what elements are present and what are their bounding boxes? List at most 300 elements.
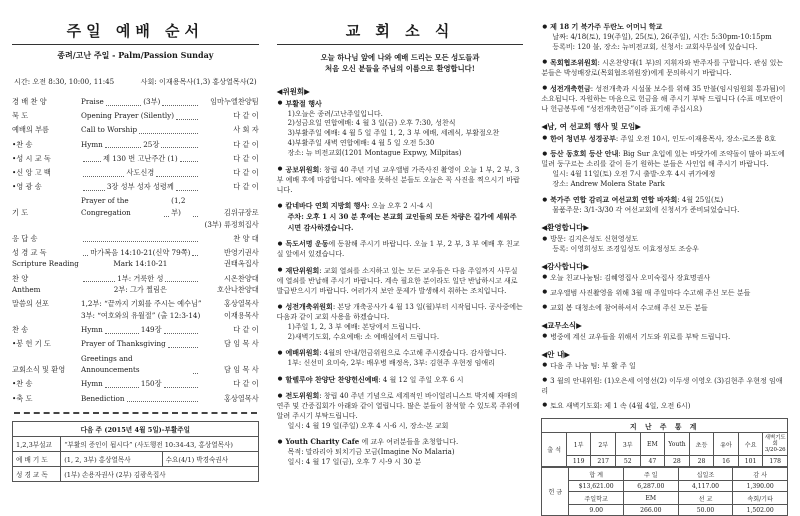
worship-label: 예배의 부름 <box>12 125 50 135</box>
worship-detail <box>78 258 203 270</box>
worship-leader: (3부) 류정희집사 <box>204 219 259 229</box>
worship-label: 성 경 교 독 <box>12 247 47 257</box>
worship-text: Prayer of the Congregation <box>81 196 131 217</box>
worship-line <box>12 310 259 322</box>
worship-item <box>12 393 259 405</box>
worship-leader: 홍상열목사 <box>223 393 259 403</box>
church-news-sections <box>277 86 524 469</box>
announcement-body: 교회 봄 대청소에 참여하셔서 수고해 주신 모든 분들 <box>550 303 708 312</box>
worship-text: Opening Prayer (Silently) <box>81 111 175 121</box>
bullet-icon: ● <box>277 100 283 107</box>
announcement-title: 예배위원회 <box>285 348 320 358</box>
worship-detail <box>78 167 203 179</box>
worship-line <box>12 338 259 350</box>
offering-value: 4,117.00 <box>678 481 733 492</box>
worship-text: 사도신경 <box>126 167 155 177</box>
attendance-col-header-line: 새벽기도회 <box>764 434 786 448</box>
service-info <box>14 77 257 87</box>
bullet-icon: ● <box>542 59 548 66</box>
worship-line <box>12 273 259 285</box>
worship-line <box>12 139 259 151</box>
announcement-item <box>541 134 788 145</box>
announcement-subline: 일시: 4월 11일(토) 오전 7시 출발-오후 4시 귀가예정 <box>552 170 716 179</box>
announcement-text <box>277 201 524 212</box>
worship-label: Anthem <box>12 285 41 295</box>
worship-text: (3부) <box>143 97 161 106</box>
announcement-text <box>277 375 524 386</box>
announcement-subline: 4)부활주일 새벽 연합예배: 4 월 5 일 오전 5:30 <box>287 139 435 148</box>
worship-label <box>12 310 78 322</box>
worship-leader: 다 같 이 <box>233 139 259 149</box>
worship-detail <box>78 96 203 108</box>
offering-value: $13,621.00 <box>569 481 624 492</box>
worship-text: 3장 성부 성자 성령께 <box>106 182 174 192</box>
section-heading: ◀안 내▶ <box>541 349 570 359</box>
dotted-leader <box>83 255 88 256</box>
attendance-table <box>541 418 788 467</box>
announcement-text <box>541 333 788 343</box>
announcement-item <box>541 362 788 372</box>
announcement-text <box>277 99 524 110</box>
section-heading: ◀환영합니다▶ <box>541 223 590 233</box>
bullet-icon: ● <box>277 392 283 399</box>
bullet-icon: ● <box>277 349 283 356</box>
worship-label: 기 도 <box>12 207 29 217</box>
dotted-leader <box>83 190 105 191</box>
worship-text: Greetings and Announcements <box>81 353 140 375</box>
next-week-table <box>12 421 259 482</box>
sunday-name: 종려/고난 주일 - Palm/Passion Sunday <box>57 50 214 60</box>
worship-text: Benediction <box>81 393 125 403</box>
worship-item <box>12 324 259 336</box>
announcement-title: 등산 동호회 등산 안내 <box>550 149 619 159</box>
worship-line <box>12 153 259 165</box>
worship-detail <box>78 310 203 322</box>
announcement-title: 공보위원회 <box>285 164 320 174</box>
bullet-icon: ● <box>277 202 283 209</box>
announcement-title: 제 18 기 북가주 두란노 어머니 학교 <box>550 22 663 31</box>
announcement-subline: 장소: Andrew Molera State Park <box>552 180 665 189</box>
worship-item <box>12 273 259 296</box>
attendance-col-header-line: 3/20-26 <box>764 447 786 454</box>
offering-value: 9.00 <box>569 505 624 516</box>
worship-detail <box>78 393 203 405</box>
section-heading: ◀교무소식▶ <box>541 320 582 330</box>
announcement-item <box>541 235 788 255</box>
announcement-body: 3 월의 안내위원: (1)오은세 이영선(2) 이두생 이영오 (3)김현주 우현정 임애리 <box>541 376 783 395</box>
worship-line <box>12 353 259 376</box>
attendance-col-header <box>763 433 788 456</box>
announcement-text <box>277 348 524 359</box>
worship-label: •봉 헌 기 도 <box>12 339 51 349</box>
offering-col-header: EM <box>624 492 679 505</box>
offering-value: 6,287.00 <box>624 481 679 492</box>
announcement-item <box>541 22 788 53</box>
worship-text: 마가복음 14:10-21(신약 79쪽) <box>90 247 191 257</box>
announcement-subline <box>288 212 524 234</box>
announcement-item <box>277 302 524 343</box>
announcement-body: : 창립 40 주년 기념으로 세계적인 바이얼리니스트 박지혜 자매의 연주 및 간증집회가 아래와 같이 열립니다. 많은 분들이 참석할 수 있도록 주위에 알려 주시기 부탁드립니다. <box>276 392 520 420</box>
church-news-column <box>277 8 524 480</box>
announcement-title: 한어 청년부 성경공부 <box>550 133 616 143</box>
worship-text: 2부: 그가 찔림은 <box>113 285 167 295</box>
dotted-leader <box>193 373 198 374</box>
row-label: 성 경 교 독 <box>13 467 61 482</box>
worship-detail <box>78 153 203 165</box>
worship-detail <box>78 273 203 285</box>
announcement-text <box>541 402 788 412</box>
worship-line <box>12 247 259 259</box>
announcement-text <box>541 289 788 299</box>
attendance-col-header: 2부 <box>591 433 616 456</box>
service-presiders: 사회: 이재용목사(1,3) 홍상열목사(2) <box>140 77 257 86</box>
worship-label: •영 광 송 <box>12 182 42 192</box>
worship-leader: 다 같 이 <box>233 379 259 389</box>
announcement-item <box>541 84 788 115</box>
next-week-title: 다음 주 (2015년 4월 5일)-부활주일 <box>13 422 259 437</box>
announcement-body: 방문: 김지은성도 신현영성도 <box>550 235 639 244</box>
announcement-item <box>277 375 524 386</box>
worship-item <box>12 139 259 151</box>
worship-detail <box>78 338 203 350</box>
worship-detail <box>78 284 203 296</box>
announcement-title: 북가주 연합 감리교 여선교회 연합 바자회 <box>550 195 678 205</box>
title-rule <box>277 44 524 45</box>
attendance-col-header: 수요 <box>738 433 763 456</box>
dotted-leader <box>164 216 169 217</box>
worship-label: 찬 양 <box>12 273 29 283</box>
worship-item <box>12 298 259 321</box>
dotted-leader <box>105 147 141 148</box>
dotted-leader <box>176 190 198 191</box>
section-heading: ◀감사합니다▶ <box>541 261 590 271</box>
dotted-leader <box>165 281 197 282</box>
worship-item <box>12 353 259 376</box>
worship-text: Hymn <box>81 379 103 389</box>
worship-leader: 반영기권사 <box>223 247 259 257</box>
top-spacer <box>541 8 788 22</box>
title-rule <box>12 44 259 45</box>
announcement-subline: 1)주일 1, 2, 3 부 예배: 본당에서 드립니다. <box>287 322 421 331</box>
table-row <box>13 452 259 467</box>
worship-order-title: 주일 예배 순서 <box>66 22 205 40</box>
dotted-leader <box>83 241 198 242</box>
announcement-body: : 창립 40 주년 기념 교우앨범 가족사진 촬영이 오늘 1 부, 2 부, 3 부 예배 후에 마감합니다. 예약을 못하신 분들도 오늘은 꼭 사진을 찍으시기 바랍니다. <box>276 165 520 194</box>
announcement-body: 다음 주 나눔 팀: 부 활 주 일 <box>550 361 636 370</box>
announcement-item <box>541 149 788 190</box>
announcement-body: : 4월의 안내/헌금위원으로 수고해 주시겠습니다. 감사합니다. <box>319 349 507 358</box>
announcement-item <box>277 165 524 196</box>
service-times: 시간: 오전 8:30, 10:00, 11:45 <box>14 77 115 86</box>
table-row <box>542 468 788 481</box>
worship-leader: 다 같 이 <box>233 182 259 192</box>
worship-text: 제 130 번 고난주간 (1) <box>102 153 178 163</box>
announcement-item <box>277 239 524 260</box>
announcement-item <box>541 195 788 216</box>
announcement-body: : 본당 개축공사가 4 월 13 일(월)부터 시작됩니다. 공사중에는 다음과 같이 교회 사용을 하겠습니다. <box>276 303 523 321</box>
announcement-title: Youth Charity Cafe <box>285 437 360 447</box>
offering-col-header: 주일학교 <box>569 492 624 505</box>
table-row <box>13 467 259 482</box>
worship-text: 149장 <box>140 325 162 335</box>
announcement-item <box>277 348 524 369</box>
worship-line <box>12 378 259 390</box>
section-heading: ◀남, 여 선교회 행사 및 모임▶ <box>541 121 641 131</box>
worship-label: 말씀의 선포 <box>12 299 50 309</box>
offering-col-header: 속회/기타 <box>733 492 788 505</box>
dotted-leader <box>127 401 198 402</box>
row-cell: 수요(4/1) 박경숙권사 <box>162 452 258 467</box>
worship-detail <box>78 139 203 151</box>
worship-detail <box>78 247 203 259</box>
worship-text: (1,2부) <box>171 196 186 217</box>
worship-line <box>12 284 259 296</box>
attendance-value: 101 <box>738 456 763 467</box>
worship-leader: 이재용목사 <box>223 311 259 321</box>
worship-text: Prayer of Thanksgiving <box>81 339 166 349</box>
announcement-subline: 목적: 말라리아 퇴치기금 모금(Imagine No Malaria) <box>287 448 455 457</box>
dotted-leader <box>180 161 198 162</box>
dotted-leader <box>83 281 115 282</box>
worship-order-column <box>12 8 259 480</box>
worship-item <box>12 181 259 193</box>
worship-item <box>12 96 259 108</box>
announcement-item <box>277 391 524 432</box>
announcement-body: 병중에 계신 교우들을 위해서 기도와 위로를 부탁 드립니다. <box>550 332 731 341</box>
announcement-title: 할렐루야 찬양단 찬양헌신예배 <box>285 374 379 384</box>
announcement-text <box>541 377 788 397</box>
worship-label: •찬 송 <box>12 139 33 149</box>
table-row <box>542 456 788 467</box>
worship-leader: 호산나찬양대 <box>217 285 259 295</box>
announcement-body: 오늘 친교나눔팀: 김혜영집사 오미숙집사 장효명권사 <box>550 273 711 282</box>
attendance-col-header: 초등 <box>689 433 714 456</box>
attendance-value: 217 <box>591 456 616 467</box>
announcement-item <box>277 437 524 468</box>
offering-value: 266.00 <box>624 505 679 516</box>
announcement-text <box>277 391 524 422</box>
worship-item <box>12 124 259 136</box>
announcement-title: 전도위원회 <box>285 391 320 401</box>
worship-detail <box>78 110 203 122</box>
offering-col-header: 선 교 <box>678 492 733 505</box>
announcement-title: 부활절 행사 <box>285 98 322 108</box>
bullet-icon: ● <box>542 150 548 157</box>
announcement-subline: 2)새벽기도회, 수요예배: 소 예배실에서 드립니다. <box>287 332 440 341</box>
bullet-icon: ● <box>277 267 283 274</box>
worship-leader: 임마누엘찬양팀 <box>210 97 259 106</box>
section-heading: ◀위원회▶ <box>276 86 310 96</box>
attendance-label: 출 석 <box>542 433 567 467</box>
announcement-subline: 물품주문: 3/1-3/30 각 여선교회에 신청서가 준비되었습니다. <box>552 206 740 215</box>
bullet-icon: ● <box>542 362 548 369</box>
worship-item <box>12 233 259 245</box>
announcement-subline: 1)오늘은 종려/고난주일입니다. <box>287 109 383 118</box>
offering-label: 헌 금 <box>542 468 569 516</box>
worship-item <box>12 110 259 122</box>
worship-label <box>12 219 78 231</box>
bullet-icon: ● <box>542 304 548 311</box>
announcement-title: 독도서명 운동 <box>285 239 329 249</box>
attendance-col-header: 유아 <box>714 433 739 456</box>
worship-leader: 담 임 목 사 <box>224 339 259 349</box>
worship-line <box>12 298 259 310</box>
worship-leader: 사 회 자 <box>233 125 259 135</box>
announcement-item <box>541 274 788 284</box>
worship-line <box>12 167 259 179</box>
worship-leader: 찬 양 대 <box>233 233 259 243</box>
worship-text: Mark 14:10-21 <box>113 259 168 269</box>
worship-detail <box>78 324 203 336</box>
bullet-icon: ● <box>542 377 548 384</box>
announcement-item <box>541 402 788 412</box>
dashed-separator <box>14 412 257 414</box>
worship-text: 1부: 거룩한 성 <box>117 273 164 283</box>
worship-line <box>12 110 259 122</box>
worship-item <box>12 167 259 179</box>
announcement-subline: 날짜: 4/18(토), 19(주일), 25(토), 26(주일), 시간: 5:30pm-10:15pm <box>552 32 772 41</box>
worship-label: 묵 도 <box>12 111 29 121</box>
offering-col-header: 십일조 <box>678 468 733 481</box>
announcement-title: 재단위원회 <box>285 265 320 275</box>
weekly-stats <box>541 418 788 516</box>
attendance-col-header: Youth <box>665 433 690 456</box>
announcement-title: 성전개축헌금 <box>550 83 591 93</box>
dotted-leader <box>156 176 197 177</box>
attendance-value: 47 <box>640 456 665 467</box>
announcement-text <box>541 195 788 206</box>
announcement-text <box>277 437 524 448</box>
offering-value: 50.00 <box>678 505 733 516</box>
announcement-item <box>541 304 788 314</box>
worship-label: •찬 송 <box>12 379 33 389</box>
attendance-value: 28 <box>665 456 690 467</box>
dotted-leader <box>161 147 197 148</box>
bullet-icon: ● <box>542 235 548 242</box>
offering-col-header: 주 일 <box>624 468 679 481</box>
announcement-item <box>541 289 788 299</box>
attendance-col-header: 1부 <box>566 433 591 456</box>
announcement-title: 성전개축위원회 <box>285 302 333 312</box>
attendance-col-header: 3부 <box>616 433 641 456</box>
bullet-icon: ● <box>542 196 548 203</box>
announcement-subline: 3)부활주일 예배: 4 월 5 일 주일 1, 2, 3 부 예배, 세례식, 부활절오찬 <box>287 129 500 138</box>
worship-leader: 다 같 이 <box>233 325 259 335</box>
worship-label: 교회소식 및 환영 <box>12 365 66 375</box>
bullet-icon: ● <box>277 303 283 310</box>
announcement-text <box>541 84 788 115</box>
announcement-text <box>541 235 788 245</box>
announcement-text <box>277 165 524 196</box>
bullet-icon: ● <box>542 333 548 340</box>
worship-leader: 홍상열목사 <box>223 299 259 309</box>
worship-label: •축 도 <box>12 393 33 403</box>
announcement-subtitle: 주차: 오후 1 시 30 분 후에는 본교회 교인들의 모든 차량은 길가에 세워주시면 감사하겠습니다. <box>287 211 517 232</box>
worship-item <box>12 195 259 230</box>
dotted-leader <box>139 133 198 134</box>
worship-detail <box>78 298 203 310</box>
worship-detail <box>78 353 203 376</box>
announcement-body: 에 교우 여러분들을 초청합니다. <box>359 438 459 447</box>
worship-text: Hymn <box>81 325 103 335</box>
dotted-leader <box>176 119 198 120</box>
announcement-subline: 일시: 4 월 19 일(주일) 오후 4 시-6 시, 장소-본 교회 <box>287 421 449 430</box>
worship-leader: 시온찬양대 <box>223 273 259 283</box>
row-label: 예 배 기 도 <box>13 452 61 467</box>
table-row <box>13 422 259 437</box>
dotted-leader <box>83 176 124 177</box>
worship-label: 찬 송 <box>12 325 29 335</box>
announcement-subline: 일시: 4 월 17 일(금), 오후 7 시-9 시 30 분 <box>287 458 422 467</box>
worship-label: 경 배 찬 양 <box>12 97 47 106</box>
announcement-subline: 2)성금요일 연합예배: 4 월 3 일(금) 오후 7:30, 성찬식 <box>287 119 456 128</box>
announcement-text <box>541 274 788 284</box>
announcement-body: : 오늘 오후 2 시-4 시 <box>367 202 433 211</box>
worship-line <box>12 324 259 336</box>
worship-line <box>12 258 259 270</box>
announcement-body: : Big Sur 초입에 있는 바닷가에 조약돌이 많아 파도에 밀려 둥구르는 소리를 같이 듣기 원하는 분들은 사인업 해 주시기 바랍니다. <box>541 150 785 169</box>
worship-item <box>12 378 259 390</box>
worship-leader: 담 임 목 사 <box>224 365 259 375</box>
dotted-leader <box>105 333 139 334</box>
worship-text: 25장 <box>143 139 160 149</box>
bullet-icon: ● <box>542 402 548 408</box>
offering-value: 1,502.00 <box>733 505 788 516</box>
announcement-text <box>541 134 788 145</box>
worship-detail <box>78 195 203 218</box>
table-row <box>542 419 788 433</box>
announcement-text <box>541 362 788 372</box>
bullet-icon: ● <box>277 438 283 445</box>
attendance-col-header: EM <box>640 433 665 456</box>
announcement-item <box>541 377 788 397</box>
announcement-text <box>541 22 788 33</box>
dotted-leader <box>168 347 198 348</box>
announcement-item <box>541 58 788 79</box>
attendance-value: 119 <box>566 456 591 467</box>
dotted-leader <box>105 387 139 388</box>
worship-leader: 김위규장로 <box>223 207 259 217</box>
worship-leader: 권태옥집사 <box>223 259 259 269</box>
dotted-leader <box>162 105 197 106</box>
offering-table <box>541 467 788 516</box>
announcement-title: 칼네바다 연회 지방회 행사 <box>285 201 368 211</box>
table-row <box>542 433 788 456</box>
worship-order-list <box>12 96 259 404</box>
attendance-value: 52 <box>616 456 641 467</box>
worship-text: 1,2부: “끝까지 기회를 주시는 예수님” <box>81 299 202 309</box>
worship-label: 응 답 송 <box>12 233 38 243</box>
worship-detail <box>78 124 203 136</box>
worship-detail <box>78 241 203 244</box>
announcement-body: 에 동참해 주시기 바랍니다. 오늘 1 부, 2 부, 3 부 예배 후 친교실 앞에서 있겠습니다. <box>276 240 520 259</box>
bullet-icon: ● <box>277 240 283 247</box>
attendance-value: 178 <box>763 456 788 467</box>
announcement-item <box>277 266 524 297</box>
announcement-body: : 시온찬양대(1 부)의 지휘자와 반주자를 구합니다. 관심 있는 분들은 박성배장로(목회협조위원장)에게 문의하시기 바랍니다. <box>541 58 784 77</box>
announcement-body: : 4월 25일(토) <box>677 196 724 205</box>
table-row <box>13 437 259 452</box>
bullet-icon: ● <box>542 274 548 281</box>
bullet-icon: ● <box>542 289 548 296</box>
worship-leader: 다 같 이 <box>233 153 259 163</box>
announcement-body: : 주일 오전 10시, 인도-이재용목사, 장소-로즈룸 8호 <box>615 134 776 143</box>
row-cell: “부활의 증인이 됩시다” (사도행전 10:34-43, 홍상열목사) <box>61 437 258 452</box>
announcement-item <box>277 201 524 234</box>
row-cell: (1부) 손용자권사 (2부) 김광옥집사 <box>61 467 258 482</box>
announcement-subline: 등록비: 120 불, 장소: 뉴비전교회, 신청서: 교회사무실에 있습니다. <box>552 42 758 51</box>
offering-value: 1,390.00 <box>733 481 788 492</box>
